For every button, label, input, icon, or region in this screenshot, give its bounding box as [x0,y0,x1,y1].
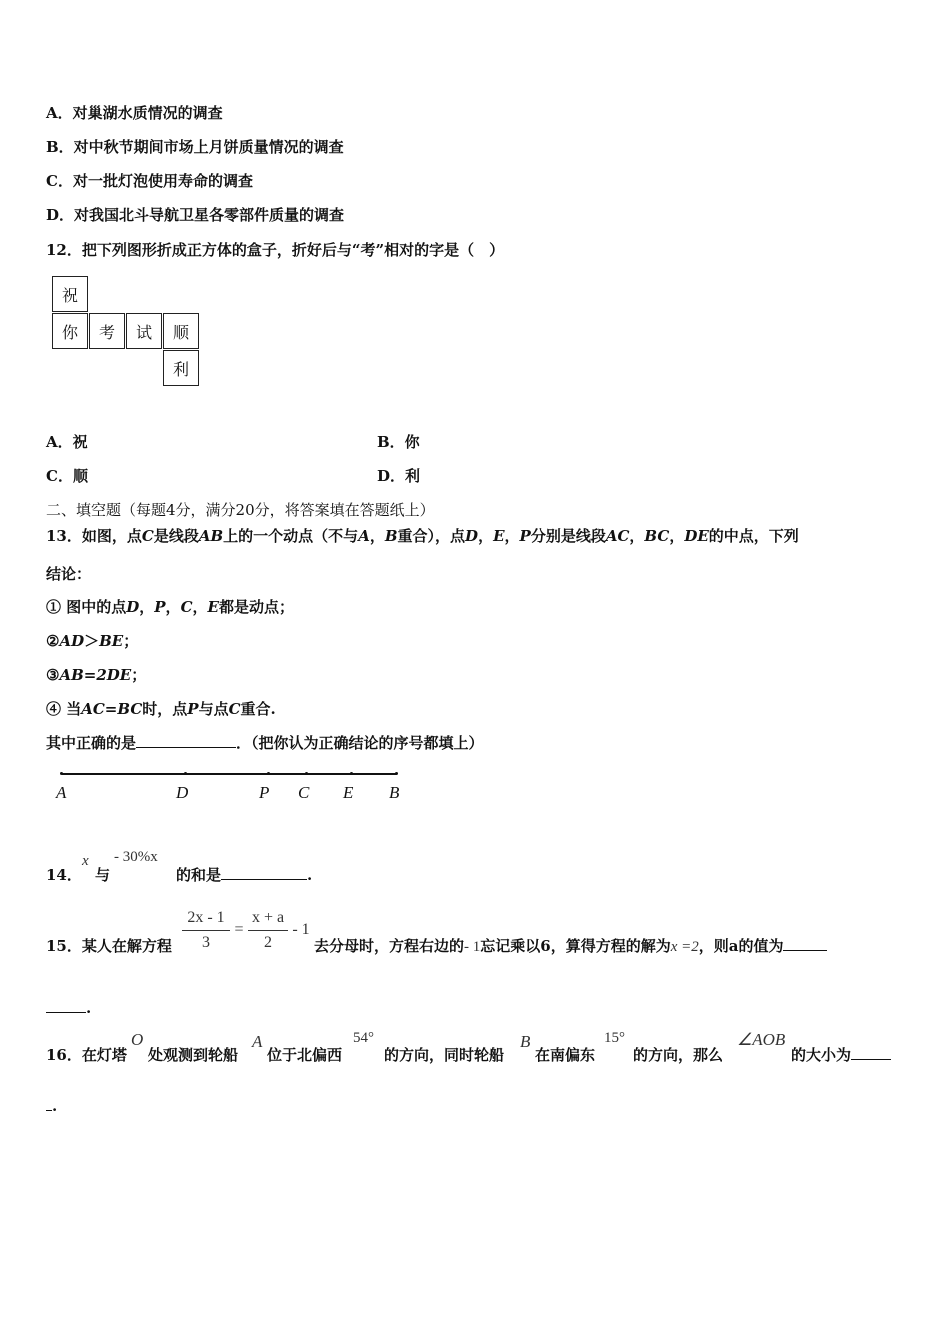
q13-conclusion-3: ③AB=2DE； [46,666,147,684]
point-d-label: D [176,783,189,802]
q14-num: 14． [46,866,82,884]
q14-expr: - 30%x [114,849,158,865]
net-cell: 祝 [52,276,88,312]
option-a: A．对巢湖水质情况的调查 [46,104,223,122]
point-b-dot [395,772,398,775]
q16-angle1: 54° [353,1030,374,1046]
q14-with: 与 [95,866,111,884]
fraction-bar [182,930,230,931]
point-c-label: C [298,783,310,802]
point-a-label: A [56,783,67,802]
q16-angle2: 15° [604,1030,625,1046]
answer-blank[interactable] [783,936,827,951]
q16-t6: 的大小为 [791,1044,891,1065]
q12-option-c: C．顺 [46,467,88,485]
q16-end: . [46,1096,57,1115]
answer-blank[interactable] [851,1045,891,1060]
net-cell: 考 [89,313,125,349]
q16-t2: 位于北偏西 [267,1046,343,1064]
answer-blank[interactable] [221,865,307,880]
q13-conclusion-4: ④ 当AC=BC时，点P与点C重合. [46,700,276,718]
option-c: C．对一批灯泡使用寿命的调查 [46,172,253,190]
q13-conclusion-1: ① 图中的点D，P，C，E都是动点； [46,598,294,616]
point-e-label: E [343,783,354,802]
q12-option-b: B．你 [377,433,420,451]
q13-question: 其中正确的是 ．（把你认为正确结论的序号都填上） [46,734,484,752]
net-cell: 顺 [163,313,199,349]
q13-conclusion-2: ②AD＞BE； [46,632,139,650]
net-cell: 你 [52,313,88,349]
fraction-denominator: 3 [202,934,210,951]
minus-one: - 1 [292,921,310,938]
q12-stem: 12．把下列图形折成正方体的盒子，折好后与“考”相对的字是（ ） [46,241,505,259]
q16-t5: 的方向，那么 [633,1046,724,1064]
point-d-dot [184,772,187,775]
segment-ab [62,773,397,775]
q12-option-d: D．利 [377,467,421,485]
q16-t1: 处观测到轮船 [148,1046,239,1064]
option-b: B．对中秋节期间市场上月饼质量情况的调查 [46,138,344,156]
q15-end: . [46,998,91,1017]
option-d: D．对我国北斗导航卫星各零部件质量的调查 [46,206,345,224]
fraction-bar [248,930,288,931]
q16-a: A [252,1032,263,1051]
answer-blank[interactable] [136,733,236,748]
q16-t4: 在南偏东 [535,1046,596,1064]
fraction-numerator: x + a [251,909,285,926]
q16-o: O [131,1030,144,1049]
q16-b: B [520,1032,531,1051]
equals-sign: = [234,921,244,938]
q13-stem: 13．如图，点C是线段AB上的一个动点（不与A，B重合），点D，E，P分别是线段AC，BC，DE的中点，下列 [46,527,799,545]
q13-line2: 结论： [46,565,92,583]
section-title: 二、填空题（每题4分，满分20分，将答案填在答题纸上） [46,501,435,519]
net-cell: 试 [126,313,162,349]
q16-aob: ∠AOB [737,1030,786,1049]
q15-body: 去分母时，方程右边的- 1忘记乘以6，算得方程的解为x =2，则a的值为 [314,935,827,956]
q14-tail: 的和是 . [176,866,313,884]
answer-blank[interactable] [46,998,86,1013]
q14-x: x [82,853,89,869]
q16-t3: 的方向，同时轮船 [384,1046,505,1064]
point-b-label: B [389,783,400,802]
point-p-dot [267,772,270,775]
q12-option-a: A．祝 [46,433,88,451]
point-a-dot [60,772,63,775]
net-cell: 利 [163,350,199,386]
q16-lead: 16．在灯塔 [46,1046,127,1064]
point-c-dot [305,772,308,775]
q15-lead: 15．某人在解方程 [46,937,172,955]
point-e-dot [350,772,353,775]
fraction-denominator: 2 [264,934,272,951]
point-p-label: P [259,783,270,802]
fraction-numerator: 2x - 1 [187,909,225,926]
